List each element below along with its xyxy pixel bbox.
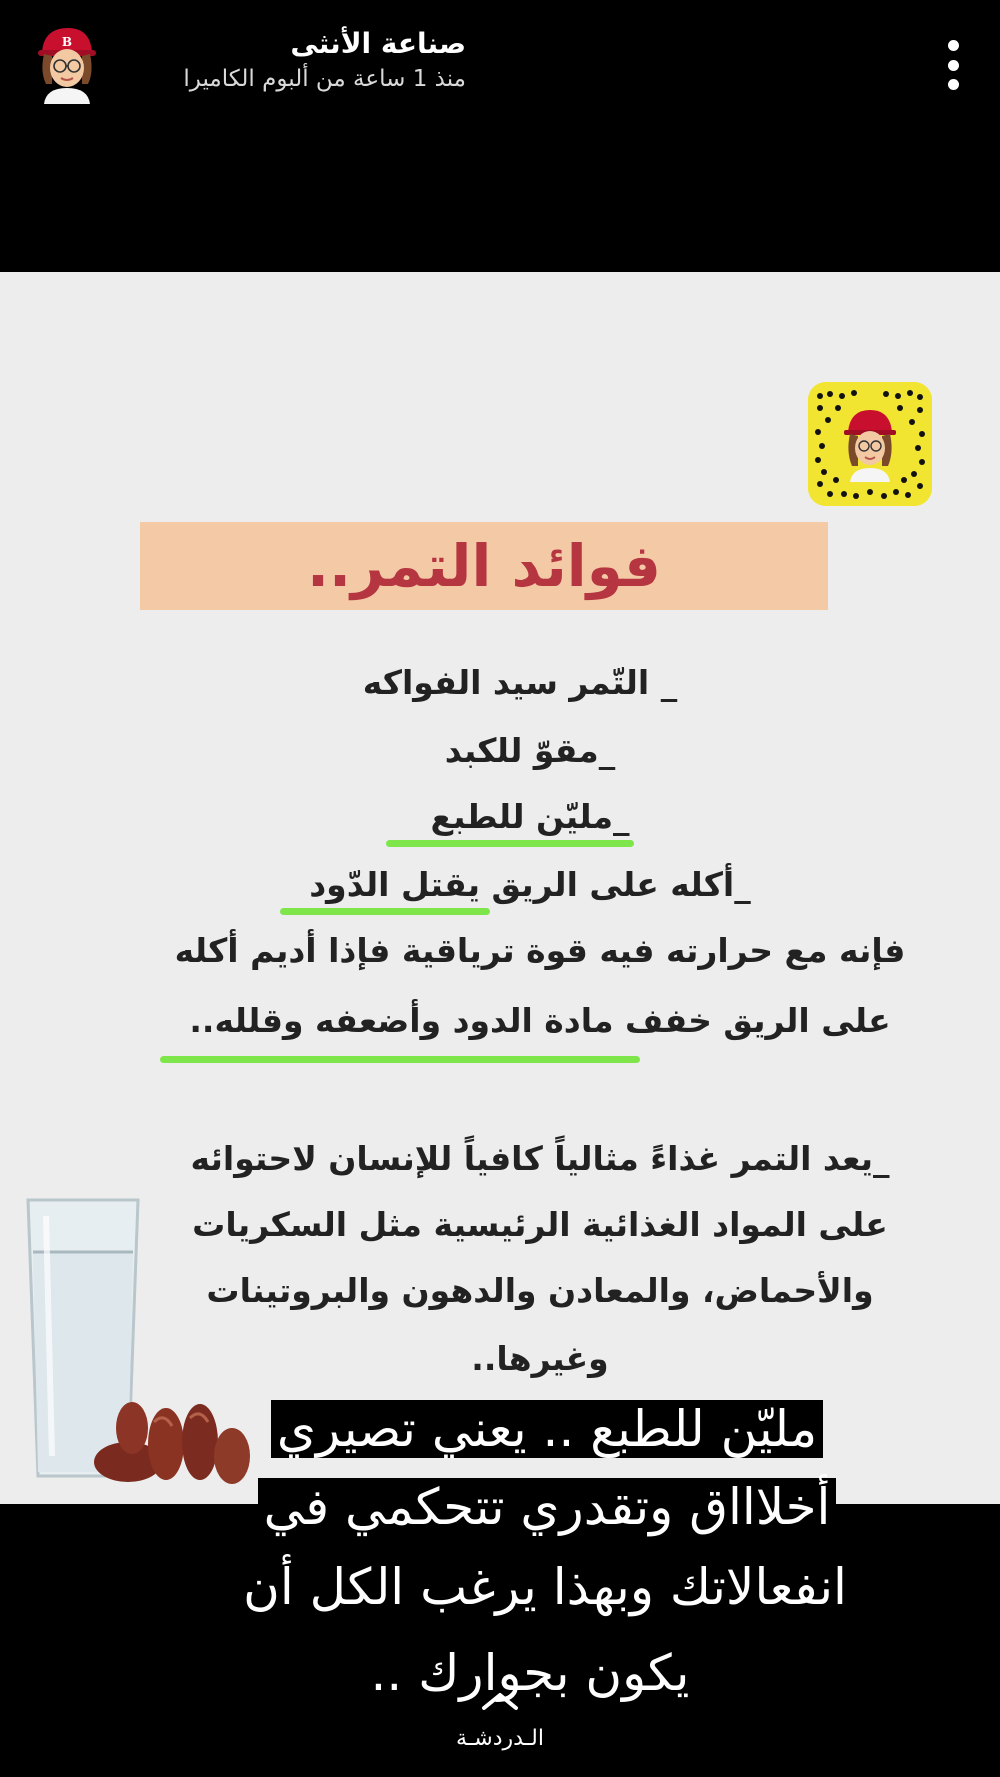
highlight-underline: [160, 1056, 640, 1063]
story-header: [0, 0, 1000, 120]
chat-label[interactable]: الـدردشـة: [456, 1726, 544, 1751]
benefit-line: _مليّن للطبع: [430, 797, 630, 836]
post-meta: منذ 1 ساعة من ألبوم الكاميرا: [183, 66, 466, 92]
benefit-line: والأحماض، والمعادن والدهون والبروتينات: [206, 1271, 874, 1310]
benefit-line: _مقوّ للكبد: [444, 731, 616, 770]
more-vertical-icon[interactable]: [938, 40, 968, 90]
highlight-underline: [280, 908, 490, 915]
caption-line: [222, 1470, 872, 1544]
benefit-line: _يعد التمر غذاءً مثالياً كافياً للإنسان لاحتوائه: [190, 1139, 890, 1178]
benefit-line: فإنه مع حرارته فيه قوة ترياقية فإذا أديم أكله: [174, 931, 906, 970]
svg-text:B: B: [61, 35, 73, 49]
benefit-line: وغيرها..: [471, 1339, 609, 1378]
benefit-line: _أكله على الريق يقتل الدّود: [309, 865, 751, 904]
benefit-line: على الريق خفف مادة الدود وأضعفه وقلله..: [189, 1001, 891, 1040]
post-title: فوائد التمر..: [306, 532, 662, 600]
author-name[interactable]: صناعة الأنثى: [290, 27, 466, 60]
title-banner: [140, 522, 828, 610]
chevron-up-icon: [480, 1690, 520, 1712]
caption-text: أخلاااق وتقدري تتحكمي في: [258, 1478, 837, 1536]
benefit-line: على المواد الغذائية الرئيسية مثل السكريات: [192, 1205, 888, 1244]
highlight-underline: [386, 840, 634, 847]
benefit-line: _ التّمر سيد الفواكه: [362, 663, 678, 702]
snapcode-icon: [808, 382, 932, 506]
caption-text: انفعالاتك وبهذا يرغب الكل أن: [243, 1558, 847, 1616]
caption-text: يكون بجوارك ..: [370, 1644, 690, 1702]
chat-swipe-up[interactable]: [460, 1690, 540, 1730]
avatar[interactable]: [32, 22, 102, 104]
post-image: [0, 272, 1000, 1504]
caption-text: مليّن للطبع .. يعني تصيري: [271, 1400, 823, 1458]
header-text: [120, 26, 466, 96]
caption-line: [250, 1392, 844, 1466]
caption-line: [200, 1550, 890, 1624]
